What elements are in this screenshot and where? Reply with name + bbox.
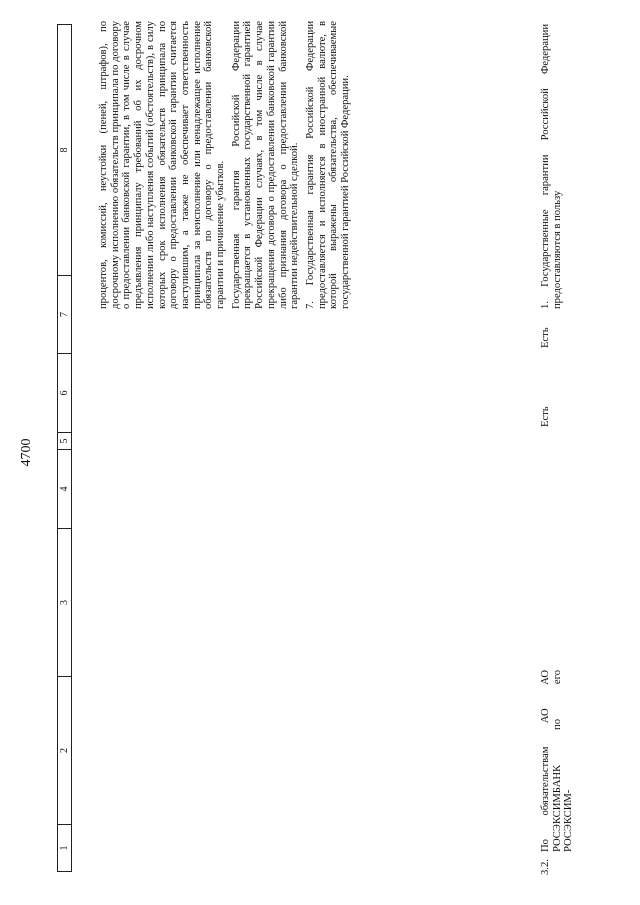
header-cell-2: 2 bbox=[58, 676, 71, 824]
row-3-2-col8-text: 1. Государственные гарантии Российской Федерации предоставляются в пользу bbox=[540, 24, 563, 309]
table-header-row bbox=[57, 24, 72, 872]
row-3-2-col2-text: По обязательствам АО АО РОСЭКСИМБАНК по его РОСЭКСИМ- bbox=[540, 670, 575, 852]
header-cell-3: 3 bbox=[58, 528, 71, 676]
row-3-2-col6: Есть bbox=[540, 406, 551, 427]
prev-row-col8-text bbox=[98, 21, 356, 309]
header-cell-6: 6 bbox=[58, 353, 71, 432]
row-3-2-col7: Есть bbox=[540, 327, 551, 348]
header-cell-7: 7 bbox=[58, 275, 71, 353]
paragraph: Государственная гарантия Российской Федерации прекращается в установленных государственной гарантией Российской Федерации случаях, в том числе в случае прекращения договора о предоставлении банковской гарантии либо признания договора о предоставлении банковской гарантии недействительной сделкой. bbox=[230, 21, 301, 309]
row-number: 3.2. bbox=[540, 859, 551, 875]
paragraph: 7. Государственная гарантия Российской Федерации предоставляется и исполняется в иностранной валюте, в которой выражены обязательства, обеспечиваемые государственной гарантией Российской Федерации. bbox=[304, 21, 352, 309]
header-cell-1: 1 bbox=[58, 824, 71, 871]
paragraph: процентов, комиссий, неустойки (пеней, штрафов), по досрочному исполнению обязательств принципала по договору о предоставлении банковской гарантии, в том числе в случае предъявления принципалу требований об их досрочном исполнении либо наступления событий (обстоятельств), в силу которых срок исполнения обязательств принципала по договору о предоставлении банковской гарантии считается наступившим, а также не обеспечивает ответственность принципала за неисполнение или ненадлежащее исполнение обязательств по договору о предоставлении банковской гарантии и причинение убытков. bbox=[98, 21, 227, 309]
header-cell-5: 5 bbox=[58, 432, 71, 449]
header-cell-8: 8 bbox=[59, 147, 70, 153]
page-number: 4700 bbox=[19, 438, 34, 467]
header-cell-4: 4 bbox=[58, 449, 71, 528]
